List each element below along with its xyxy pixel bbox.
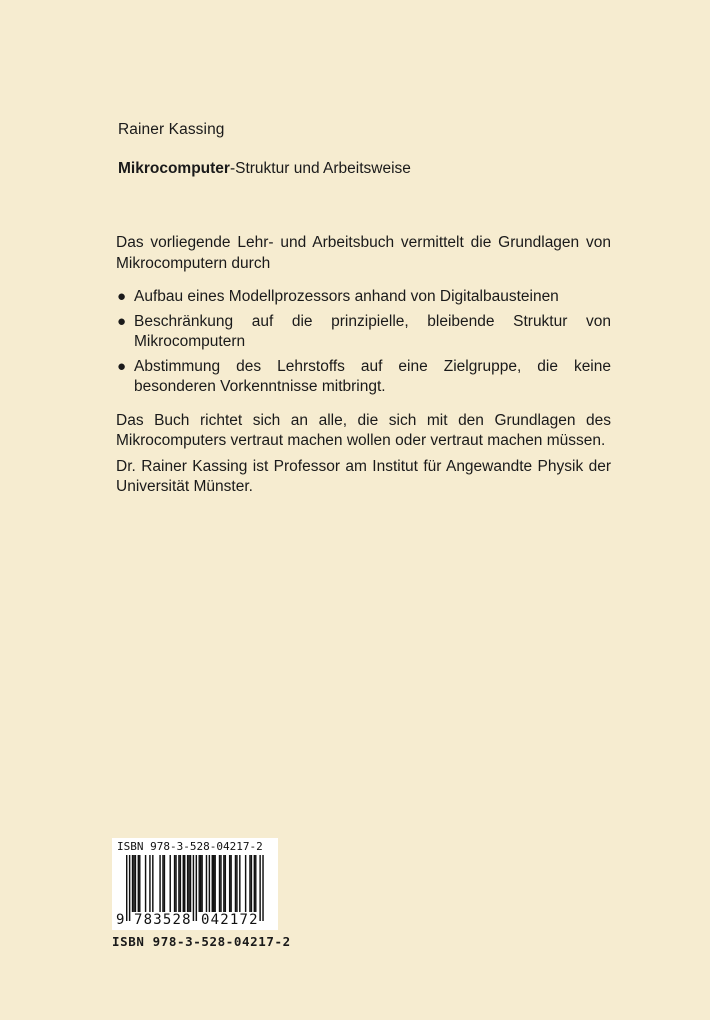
barcode-bar [213,855,214,912]
bullet-item [116,357,611,398]
barcode-bar [223,855,224,912]
barcode-bar [178,855,179,912]
ean-first-digit: 9 [116,912,125,928]
barcode-bar [188,855,189,912]
bullet-item [116,312,611,353]
barcode-bar [164,855,165,912]
barcode-bar [199,855,200,912]
barcode-bar [214,855,215,912]
barcode-bar [152,855,153,912]
barcode-bar [235,855,236,912]
author-name: Rainer Kassing [118,121,225,138]
barcode-bar [239,855,240,912]
bullet-icon: ● [117,312,127,330]
barcode-bar [236,855,237,912]
barcode-bar [209,855,210,912]
book-title [118,160,411,178]
barcode-bar [132,855,133,912]
barcode-bar [255,855,256,912]
author-bio-paragraph: Dr. Rainer Kassing ist Professor am Institut für Angewandte Physik der Universität Münster. [116,457,611,495]
bullet-text: Abstimmung des Lehrstoffs auf eine Zielgruppe, die keine besonderen Vorkenntnisse mitbringt. [134,357,611,395]
title-rest: -Struktur und Arbeitsweise [229,160,411,177]
barcode-bar [175,855,176,912]
barcode-bar [229,855,230,912]
barcode-bar [206,855,207,912]
audience-paragraph: Das Buch richtet sich an alle, die sich mit den Grundlagen des Mikrocomputers vertraut machen wollen oder vertraut machen müssen. [116,411,611,449]
barcode-bar [201,855,202,912]
barcode-bar [133,855,134,912]
barcode-bar [183,855,184,912]
barcode-bar [230,855,231,912]
barcode-bar [138,855,139,912]
barcode-bar [187,855,188,912]
bullet-text: Aufbau eines Modellprozessors anhand von Digitalbausteinen [134,288,559,305]
isbn-top-text: ISBN 978-3-528-04217-2 [117,840,263,853]
barcode-bar [212,855,213,912]
barcode-label [112,838,278,930]
barcode-bar [219,855,220,912]
barcode-bar [159,855,160,912]
barcode-bar [149,855,150,912]
barcode-bar [254,855,255,912]
barcode-bar [180,855,181,912]
description [116,233,611,498]
isbn-bottom-text: ISBN 978-3-528-04217-2 [112,934,291,949]
barcode-bar [245,855,246,912]
barcode-bar [162,855,163,912]
title-bold-part: Mikrocomputer [118,160,230,177]
barcode-bar [190,855,191,912]
bullet-item [116,287,611,308]
barcode-bar [249,855,250,912]
bullet-list [116,287,611,398]
intro-paragraph: Das vorliegende Lehr- und Arbeitsbuch vermittelt die Grundlagen von Mikrocomputern durch [116,234,611,272]
bullet-text: Beschränkung auf die prinzipielle, bleibende Struktur von Mikrocomputern [134,312,611,350]
barcode-bar [174,855,175,912]
barcode-bar [145,855,146,912]
barcode-bar [135,855,136,912]
barcode-bar [200,855,201,912]
bullet-icon: ● [117,357,127,375]
bullet-icon: ● [117,288,127,305]
barcode-bar [170,855,171,912]
barcode-bar [220,855,221,912]
barcode-bar [225,855,226,912]
ean-digits [112,912,278,928]
ean-right-group: 042172 [201,912,259,928]
barcode-bar [184,855,185,912]
barcode-bar [251,855,252,912]
ean-left-group: 783528 [134,912,192,928]
barcode-bar [139,855,140,912]
